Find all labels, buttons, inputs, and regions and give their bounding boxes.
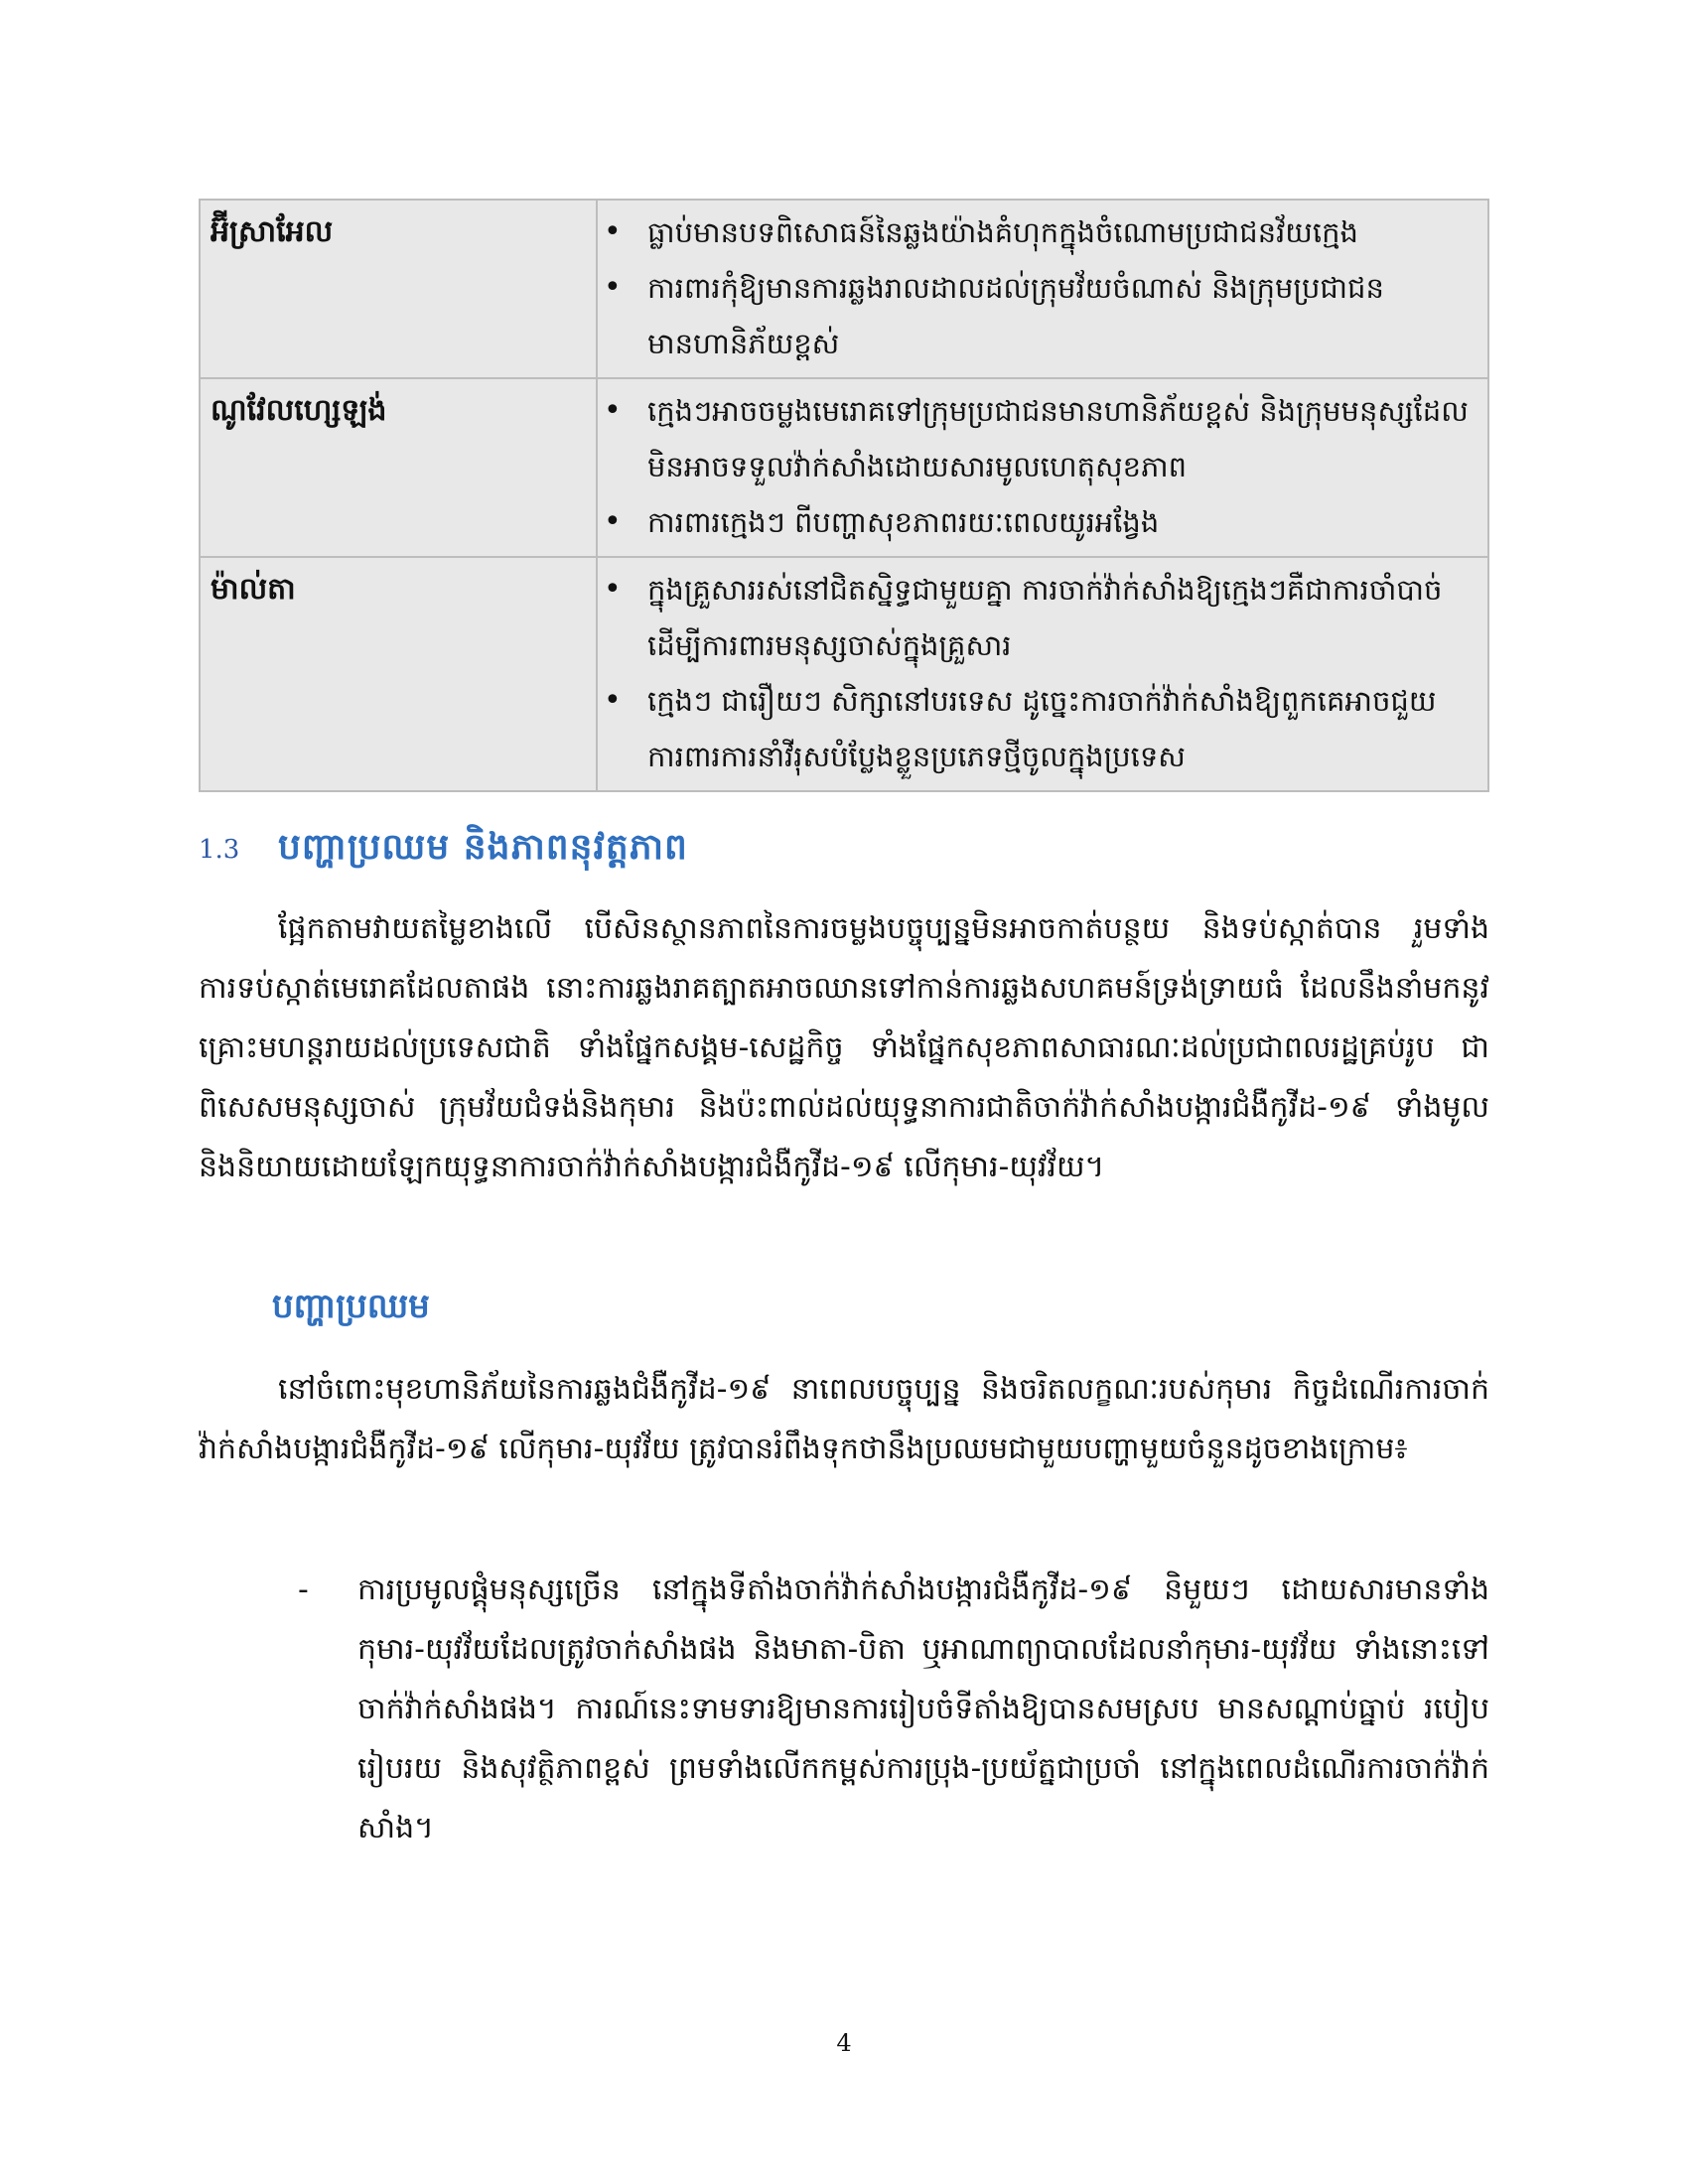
bullet-item: • ក្មេងៗអាចចម្លងមេរោគទៅក្រុមប្រជាជនមានហានិភ័យខ្ពស់ និងក្រុមមនុស្សដែលមិនអាចទទួលវ៉ាក់សាំងដោយសារមូលហេតុសុខភាព (598, 383, 1472, 494)
dash-marker: - (298, 1572, 309, 1607)
section-heading (199, 820, 688, 880)
bullet-item: • ក្នុងគ្រួសាររស់នៅជិតស្និទ្ធជាមួយគ្នា ការចាក់វ៉ាក់សាំងឱ្យក្មេងៗគឺជាការចាំបាច់ដើម្បីការពារមនុស្សចាស់ក្នុងគ្រួសារ (598, 562, 1472, 673)
page-number: 4 (836, 2029, 852, 2057)
reasons-cell (597, 557, 1488, 791)
bullet-item: • ការពារក្មេងៗ ពីបញ្ហាសុខភាពរយៈពេលយូរអង្វែង (598, 494, 1472, 550)
bullet-list (598, 205, 1472, 371)
section-number: 1.3 (199, 835, 240, 865)
bullet-list (598, 562, 1472, 784)
bullet-item: • ការពារកុំឱ្យមានការឆ្លងរាលដាលដល់ក្រុមវ័យចំណាស់ និងក្រុមប្រជាជនមានហានិភ័យខ្ពស់ (598, 260, 1472, 371)
dash-list-item (298, 1561, 1489, 1858)
paragraph-text: នៅចំពោះមុខហានិភ័យនៃការឆ្លងជំងឺកូវីដ-១៩ នាពេលបច្ចុប្បន្ន និងចរិតលក្ខណៈរបស់កុមារ កិច្ចដំណើរការចាក់វ៉ាក់សាំងបង្ការជំងឺកូវីដ-១៩ លើកុមារ-យុវវ័យ ត្រូវបានរំពឹងទុកថានឹងប្រឈមជាមួយបញ្ហាមួយចំនួនដូចខាងក្រោម៖ (199, 1372, 1489, 1466)
table-row (200, 557, 1488, 791)
subheading: បញ្ហាប្រឈម (272, 1287, 430, 1326)
body-paragraph (199, 899, 1489, 1197)
country-rationale-table (199, 199, 1489, 792)
paragraph-text: ផ្អែកតាមវាយតម្លៃខាងលើ បើសិនស្ថានភាពនៃការចម្លងបច្ចុប្បន្នមិនអាចកាត់បន្ថយ និងទប់ស្កាត់បាន រួមទាំងការទប់ស្កាត់មេរោគដែលតាផង នោះការឆ្លងរាគត្បាតអាចឈានទៅកាន់ការឆ្លងសហគមន៍ទ្រង់ទ្រាយធំ ដែលនឹងនាំមកនូវគ្រោះមហន្តរាយដល់ប្រទេសជាតិ ទាំងផ្នែកសង្គម-សេដ្ឋកិច្ច ទាំងផ្នែកសុខភាពសាធារណៈដល់ប្រជាពលរដ្ឋគ្រប់រូប ជាពិសេសមនុស្សចាស់ ក្រុមវ័យជំទង់និងកុមារ និងប៉ះពាល់ដល់យុទ្ធនាការជាតិចាក់វ៉ាក់សាំងបង្ការជំងឺកូវីដ-១៩ ទាំងមូល និងនិយាយដោយឡែកយុទ្ធនាការចាក់វ៉ាក់សាំងបង្ការជំងឺកូវីដ-១៩ លើកុមារ-យុវវ័យ។ (199, 911, 1489, 1184)
dash-item-text: ការប្រមូលផ្តុំមនុស្សច្រើន នៅក្នុងទីតាំងចាក់វ៉ាក់សាំងបង្ការជំងឺកូវីដ-១៩ និមួយៗ ដោយសារមានទាំងកុមារ-យុវវ័យដែលត្រូវចាក់សាំងផង និងមាតា-បិតា ឬអាណាព្យាបាលដែលនាំកុមារ-យុវវ័យ ទាំងនោះទៅចាក់វ៉ាក់សាំងផង។ ការណ៍នេះទាមទារឱ្យមានការរៀបចំទីតាំងឱ្យបានសមស្រប មានសណ្តាប់ធ្នាប់ របៀបរៀបរយ និងសុវត្ថិភាពខ្ពស់ ព្រមទាំងលើកកម្ពស់ការប្រុង-ប្រយ័ត្នជាប្រចាំ នៅក្នុងពេលដំណើរការចាក់វ៉ាក់សាំង។ (357, 1572, 1489, 1845)
country-cell: ម៉ាល់តា (200, 557, 597, 791)
bullet-item: • ធ្លាប់មានបទពិសោធន៍នៃឆ្លងយ៉ាងគំហុកក្នុងចំណោមប្រជាជនវ័យក្មេង (598, 205, 1472, 260)
country-cell: ណូវែលហ្សេឡង់ (200, 378, 597, 557)
reasons-cell (597, 200, 1488, 378)
section-title: បញ្ហាប្រឈម និងភាពនុវត្តភាព (278, 826, 688, 868)
body-paragraph (199, 1360, 1489, 1479)
country-cell: អ៊ីស្រាអែល (200, 200, 597, 378)
bullet-list (598, 383, 1472, 550)
table-row (200, 378, 1488, 557)
table-row (200, 200, 1488, 378)
reasons-cell (597, 378, 1488, 557)
bullet-item: • ក្មេងៗ ជារឿយៗ សិក្សានៅបរទេស ដូច្នេះការចាក់វ៉ាក់សាំងឱ្យពួកគេអាចជួយការពារការនាំវីរុសបំប្លែងខ្លួនប្រភេទថ្មីចូលក្នុងប្រទេស (598, 673, 1472, 784)
